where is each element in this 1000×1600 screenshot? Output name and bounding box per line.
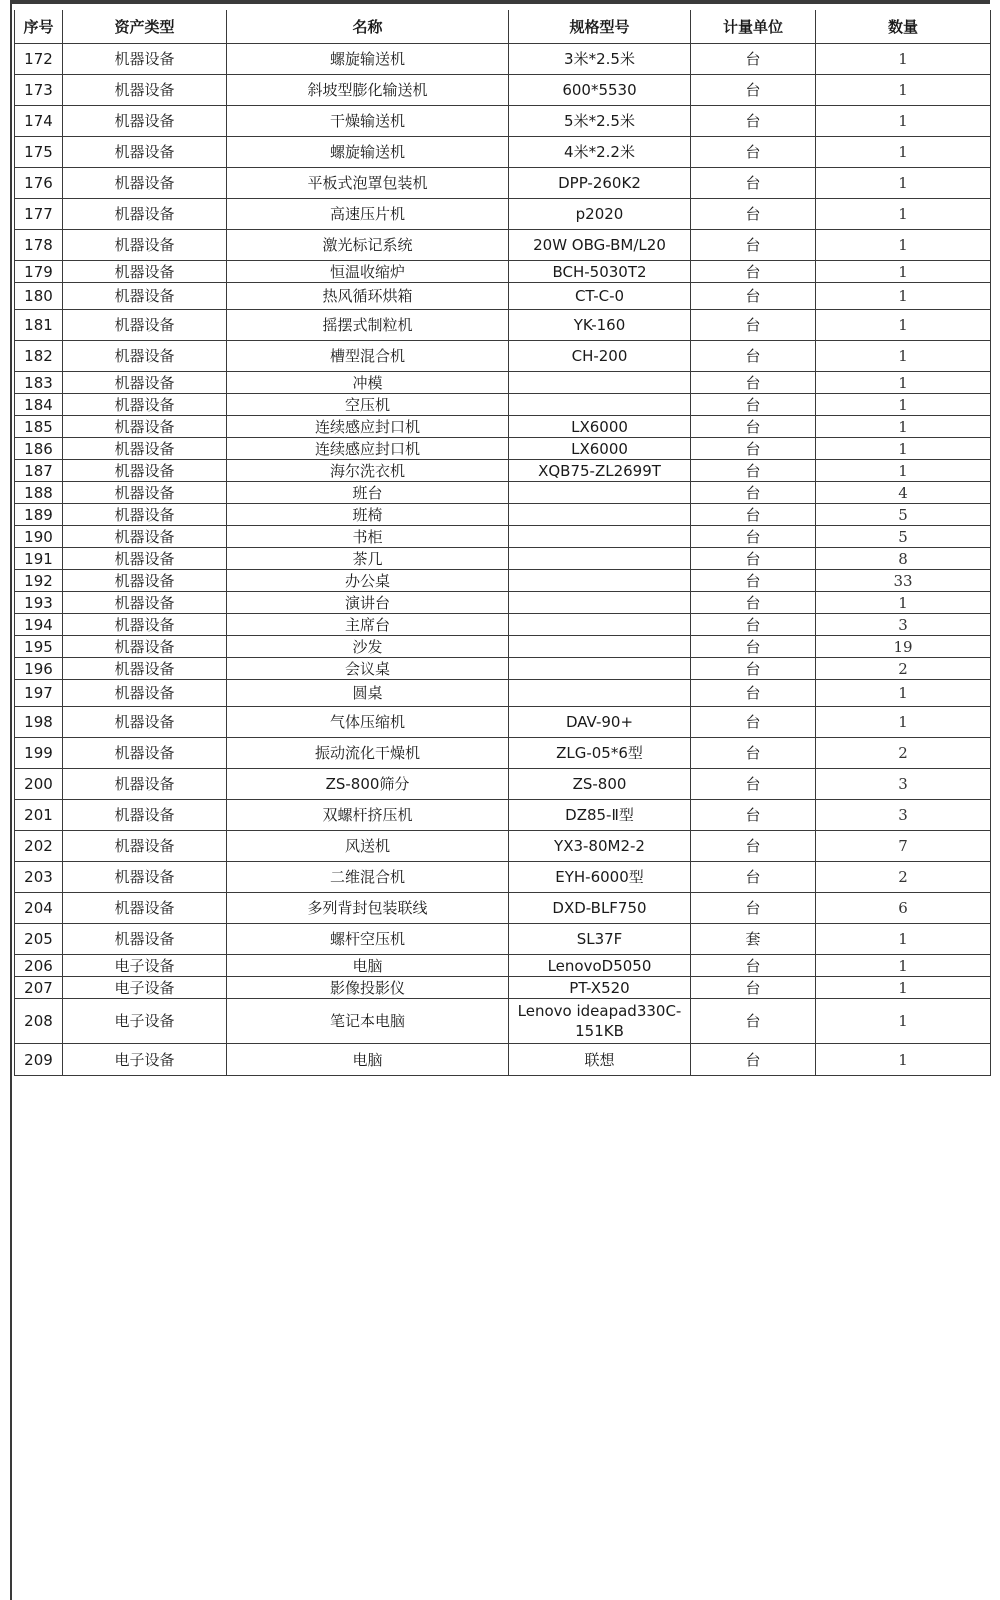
cell-spec: YX3-80M2-2 [509,831,691,862]
cell-seq: 206 [15,955,63,977]
cell-seq: 174 [15,106,63,137]
cell-seq: 197 [15,680,63,707]
cell-unit: 台 [691,394,816,416]
header-row [15,10,991,44]
header-seq: 序号 [15,10,63,44]
cell-asset-type: 机器设备 [63,137,227,168]
cell-name: 斜坡型膨化输送机 [227,75,509,106]
table-row [15,168,991,199]
cell-spec [509,394,691,416]
cell-name: 书柜 [227,526,509,548]
cell-unit: 台 [691,75,816,106]
cell-seq: 188 [15,482,63,504]
cell-qty: 1 [816,106,991,137]
table-header [15,10,991,44]
cell-qty: 1 [816,44,991,75]
cell-asset-type: 机器设备 [63,636,227,658]
cell-seq: 208 [15,999,63,1044]
cell-qty: 1 [816,230,991,261]
cell-name: 恒温收缩炉 [227,261,509,283]
cell-asset-type: 机器设备 [63,283,227,310]
cell-unit: 台 [691,372,816,394]
cell-name: 双螺杆挤压机 [227,800,509,831]
cell-asset-type: 机器设备 [63,230,227,261]
cell-asset-type: 机器设备 [63,261,227,283]
table-row [15,372,991,394]
cell-name: 电脑 [227,955,509,977]
cell-unit: 台 [691,862,816,893]
table-row [15,106,991,137]
cell-asset-type: 电子设备 [63,1044,227,1076]
cell-name: 电脑 [227,1044,509,1076]
table-row [15,199,991,230]
cell-spec: XQB75-ZL2699T [509,460,691,482]
cell-qty: 2 [816,738,991,769]
cell-qty: 4 [816,482,991,504]
table-row [15,592,991,614]
cell-qty: 1 [816,394,991,416]
cell-name: 空压机 [227,394,509,416]
cell-qty: 1 [816,1044,991,1076]
cell-asset-type: 机器设备 [63,168,227,199]
cell-seq: 195 [15,636,63,658]
cell-seq: 185 [15,416,63,438]
cell-unit: 台 [691,707,816,738]
cell-spec: SL37F [509,924,691,955]
cell-seq: 202 [15,831,63,862]
cell-unit: 台 [691,438,816,460]
cell-name: 海尔洗衣机 [227,460,509,482]
cell-qty: 3 [816,769,991,800]
table-row [15,1044,991,1076]
cell-name: 会议桌 [227,658,509,680]
table-row [15,862,991,893]
table-row [15,44,991,75]
cell-asset-type: 电子设备 [63,977,227,999]
table-row [15,526,991,548]
cell-name: 连续感应封口机 [227,416,509,438]
cell-name: 二维混合机 [227,862,509,893]
cell-spec [509,680,691,707]
cell-qty: 1 [816,168,991,199]
cell-qty: 8 [816,548,991,570]
cell-spec [509,636,691,658]
cell-asset-type: 机器设备 [63,658,227,680]
cell-unit: 台 [691,977,816,999]
cell-qty: 19 [816,636,991,658]
cell-qty: 2 [816,658,991,680]
cell-seq: 182 [15,341,63,372]
cell-qty: 2 [816,862,991,893]
cell-asset-type: 机器设备 [63,416,227,438]
cell-unit: 台 [691,614,816,636]
cell-qty: 1 [816,924,991,955]
cell-unit: 台 [691,800,816,831]
cell-seq: 193 [15,592,63,614]
cell-qty: 3 [816,614,991,636]
cell-spec [509,592,691,614]
header-spec: 规格型号 [509,10,691,44]
cell-spec: DPP-260K2 [509,168,691,199]
cell-qty: 5 [816,504,991,526]
cell-name: 激光标记系统 [227,230,509,261]
cell-spec [509,570,691,592]
cell-asset-type: 电子设备 [63,955,227,977]
cell-asset-type: 机器设备 [63,570,227,592]
cell-seq: 177 [15,199,63,230]
cell-name: 高速压片机 [227,199,509,230]
cell-spec: 3米*2.5米 [509,44,691,75]
cell-unit: 台 [691,482,816,504]
cell-spec [509,504,691,526]
cell-unit: 台 [691,955,816,977]
cell-seq: 198 [15,707,63,738]
cell-name: 笔记本电脑 [227,999,509,1044]
cell-name: 班台 [227,482,509,504]
cell-name: 螺杆空压机 [227,924,509,955]
cell-seq: 173 [15,75,63,106]
cell-spec: BCH-5030T2 [509,261,691,283]
table-row [15,75,991,106]
cell-asset-type: 机器设备 [63,831,227,862]
cell-qty: 33 [816,570,991,592]
cell-asset-type: 机器设备 [63,893,227,924]
cell-asset-type: 电子设备 [63,999,227,1044]
cell-asset-type: 机器设备 [63,482,227,504]
cell-name: 热风循环烘箱 [227,283,509,310]
cell-seq: 199 [15,738,63,769]
cell-unit: 台 [691,230,816,261]
cell-seq: 205 [15,924,63,955]
cell-spec: LX6000 [509,438,691,460]
cell-unit: 台 [691,769,816,800]
cell-spec: 20W OBG-BM/L20 [509,230,691,261]
cell-qty: 1 [816,310,991,341]
cell-unit: 台 [691,44,816,75]
table-row [15,460,991,482]
cell-qty: 1 [816,955,991,977]
cell-unit: 台 [691,831,816,862]
cell-name: 茶几 [227,548,509,570]
cell-asset-type: 机器设备 [63,310,227,341]
cell-spec: 联想 [509,1044,691,1076]
cell-qty: 1 [816,261,991,283]
top-border-line [10,0,990,4]
cell-asset-type: 机器设备 [63,769,227,800]
cell-spec: 600*5530 [509,75,691,106]
cell-asset-type: 机器设备 [63,738,227,769]
cell-asset-type: 机器设备 [63,372,227,394]
cell-spec: LenovoD5050 [509,955,691,977]
cell-asset-type: 机器设备 [63,438,227,460]
cell-unit: 台 [691,680,816,707]
cell-qty: 1 [816,680,991,707]
cell-seq: 203 [15,862,63,893]
table-row [15,614,991,636]
table-row [15,800,991,831]
cell-spec: DZ85-Ⅱ型 [509,800,691,831]
table-row [15,394,991,416]
cell-asset-type: 机器设备 [63,707,227,738]
cell-asset-type: 机器设备 [63,44,227,75]
cell-name: 平板式泡罩包装机 [227,168,509,199]
cell-spec: CH-200 [509,341,691,372]
cell-asset-type: 机器设备 [63,614,227,636]
cell-seq: 190 [15,526,63,548]
cell-seq: 175 [15,137,63,168]
table-row [15,137,991,168]
header-asset-type: 资产类型 [63,10,227,44]
cell-asset-type: 机器设备 [63,199,227,230]
cell-spec: DXD-BLF750 [509,893,691,924]
table-row [15,438,991,460]
cell-seq: 191 [15,548,63,570]
cell-unit: 台 [691,199,816,230]
cell-asset-type: 机器设备 [63,924,227,955]
cell-unit: 台 [691,570,816,592]
cell-name: 风送机 [227,831,509,862]
cell-name: 沙发 [227,636,509,658]
cell-seq: 200 [15,769,63,800]
cell-name: 槽型混合机 [227,341,509,372]
cell-qty: 1 [816,199,991,230]
cell-name: 连续感应封口机 [227,438,509,460]
cell-qty: 1 [816,137,991,168]
cell-qty: 1 [816,438,991,460]
cell-qty: 1 [816,341,991,372]
table-row [15,230,991,261]
table-row [15,341,991,372]
cell-unit: 台 [691,658,816,680]
cell-name: 螺旋输送机 [227,44,509,75]
cell-seq: 180 [15,283,63,310]
cell-name: 演讲台 [227,592,509,614]
cell-asset-type: 机器设备 [63,106,227,137]
cell-seq: 183 [15,372,63,394]
cell-name: 影像投影仪 [227,977,509,999]
table-row [15,707,991,738]
cell-qty: 1 [816,592,991,614]
cell-spec [509,372,691,394]
cell-qty: 7 [816,831,991,862]
cell-name: 主席台 [227,614,509,636]
cell-spec: LX6000 [509,416,691,438]
cell-name: 班椅 [227,504,509,526]
cell-unit: 台 [691,738,816,769]
cell-qty: 1 [816,75,991,106]
cell-qty: 1 [816,999,991,1044]
cell-asset-type: 机器设备 [63,548,227,570]
left-border-line [10,0,12,1600]
cell-seq: 201 [15,800,63,831]
cell-seq: 207 [15,977,63,999]
cell-spec: PT-X520 [509,977,691,999]
cell-seq: 204 [15,893,63,924]
cell-name: 摇摆式制粒机 [227,310,509,341]
header-unit: 计量单位 [691,10,816,44]
cell-spec: Lenovo ideapad330C-151KB [509,999,691,1044]
table-row [15,831,991,862]
cell-seq: 181 [15,310,63,341]
cell-name: 螺旋输送机 [227,137,509,168]
table-row [15,999,991,1044]
cell-name: 振动流化干燥机 [227,738,509,769]
cell-name: 气体压缩机 [227,707,509,738]
table-row [15,680,991,707]
cell-asset-type: 机器设备 [63,460,227,482]
cell-name: 干燥输送机 [227,106,509,137]
cell-asset-type: 机器设备 [63,592,227,614]
cell-asset-type: 机器设备 [63,680,227,707]
table-row [15,504,991,526]
cell-spec: p2020 [509,199,691,230]
cell-unit: 台 [691,548,816,570]
cell-asset-type: 机器设备 [63,862,227,893]
cell-qty: 1 [816,416,991,438]
cell-seq: 192 [15,570,63,592]
cell-spec [509,614,691,636]
table-row [15,977,991,999]
cell-unit: 台 [691,999,816,1044]
cell-spec: 5米*2.5米 [509,106,691,137]
table-row [15,482,991,504]
cell-name: ZS-800筛分 [227,769,509,800]
cell-name: 多列背封包装联线 [227,893,509,924]
table-row [15,636,991,658]
cell-asset-type: 机器设备 [63,526,227,548]
table-row [15,893,991,924]
cell-spec [509,658,691,680]
cell-asset-type: 机器设备 [63,341,227,372]
cell-qty: 1 [816,977,991,999]
cell-spec: CT-C-0 [509,283,691,310]
cell-name: 冲模 [227,372,509,394]
cell-unit: 台 [691,310,816,341]
cell-qty: 3 [816,800,991,831]
cell-qty: 1 [816,372,991,394]
table-row [15,955,991,977]
table-row [15,924,991,955]
cell-seq: 189 [15,504,63,526]
cell-unit: 台 [691,1044,816,1076]
cell-qty: 1 [816,707,991,738]
cell-seq: 179 [15,261,63,283]
cell-unit: 台 [691,341,816,372]
cell-unit: 台 [691,416,816,438]
cell-unit: 台 [691,106,816,137]
table-row [15,416,991,438]
cell-unit: 台 [691,636,816,658]
cell-asset-type: 机器设备 [63,800,227,831]
header-name: 名称 [227,10,509,44]
cell-qty: 1 [816,460,991,482]
cell-seq: 184 [15,394,63,416]
cell-seq: 194 [15,614,63,636]
asset-table [14,10,991,1076]
table-body [15,44,991,1076]
cell-spec [509,526,691,548]
cell-qty: 1 [816,283,991,310]
cell-seq: 187 [15,460,63,482]
cell-unit: 台 [691,283,816,310]
cell-qty: 6 [816,893,991,924]
cell-asset-type: 机器设备 [63,504,227,526]
cell-spec: EYH-6000型 [509,862,691,893]
cell-spec: YK-160 [509,310,691,341]
cell-spec [509,548,691,570]
table-row [15,261,991,283]
cell-unit: 台 [691,137,816,168]
cell-asset-type: 机器设备 [63,75,227,106]
table-row [15,283,991,310]
table-row [15,769,991,800]
cell-seq: 172 [15,44,63,75]
cell-name: 办公桌 [227,570,509,592]
cell-seq: 196 [15,658,63,680]
cell-unit: 台 [691,592,816,614]
cell-unit: 台 [691,526,816,548]
table-row [15,738,991,769]
cell-qty: 5 [816,526,991,548]
cell-spec: 4米*2.2米 [509,137,691,168]
table-row [15,570,991,592]
table-row [15,548,991,570]
cell-unit: 套 [691,924,816,955]
cell-seq: 176 [15,168,63,199]
cell-unit: 台 [691,168,816,199]
cell-seq: 209 [15,1044,63,1076]
cell-asset-type: 机器设备 [63,394,227,416]
header-qty: 数量 [816,10,991,44]
cell-unit: 台 [691,261,816,283]
cell-spec: DAV-90+ [509,707,691,738]
cell-spec: ZS-800 [509,769,691,800]
cell-seq: 178 [15,230,63,261]
table-row [15,658,991,680]
cell-seq: 186 [15,438,63,460]
cell-unit: 台 [691,460,816,482]
cell-name: 圆桌 [227,680,509,707]
cell-spec [509,482,691,504]
table-row [15,310,991,341]
cell-unit: 台 [691,504,816,526]
cell-spec: ZLG-05*6型 [509,738,691,769]
cell-unit: 台 [691,893,816,924]
